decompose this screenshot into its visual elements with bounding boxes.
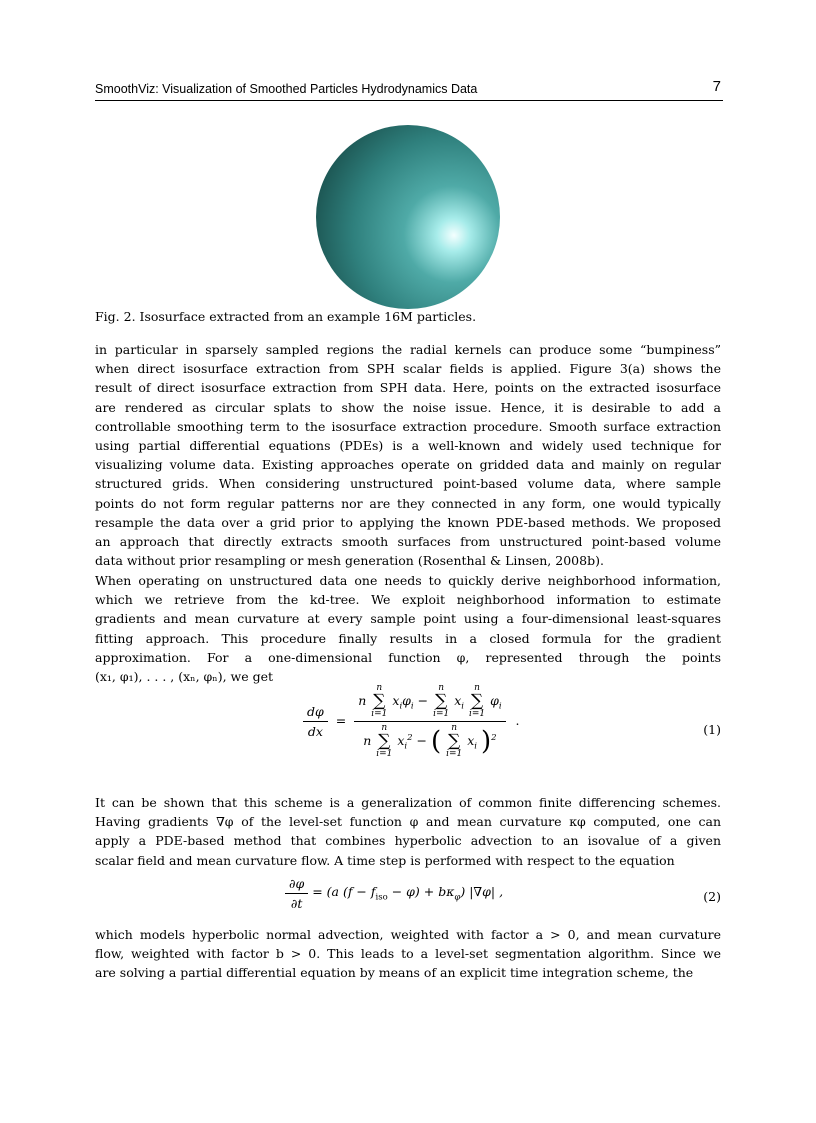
text-line: visualizing volume data. Existing approaches operate on gridded data and mainly on regular: [95, 457, 721, 473]
text-line: When operating on unstructured data one needs to quickly derive neighborhood information,: [95, 573, 721, 588]
eq1-lhs-numerator: dφ: [303, 704, 328, 722]
eq1-lhs-denominator: dx: [307, 724, 323, 739]
text-line: resample the data over a grid prior to applying the known PDE-based methods. We proposed: [95, 514, 721, 530]
running-header: [95, 78, 723, 101]
eq2-rhs-sub: iso: [375, 892, 388, 903]
text-line: (x₁, φ₁), . . . , (xₙ, φₙ), we get: [95, 669, 274, 685]
text-line: an approach that directly extracts smooth surfaces from unstructured point-based volume: [95, 534, 721, 550]
text-line: data without prior resampling or mesh generation (Rosenthal & Linsen, 2008b).: [95, 553, 604, 569]
paragraph-1: [95, 340, 721, 570]
equation-1-number: (1): [703, 722, 721, 737]
eq2-rhs-tail-sub: φ: [454, 892, 461, 903]
text-line: are solving a partial differential equation by means of an explicit time integration scheme, the: [95, 965, 694, 981]
eq2-rhs-end: ) |∇φ| ,: [460, 884, 504, 900]
equation-1: $\frac{d\varphi}{dx}$ = n n ∑ i=1 $x_i\varphi_i$ − n ∑ i=1 $x_i$ n ∑ i=1 $\varphi_i$ n n ∑ i=1 $x_i^2$ − ( n ∑ i=1 $x_i$ )$^2$ .: [303, 684, 520, 759]
text-line: flow, weighted with factor b > 0. This leads to a level-set segmentation algorithm. Since we: [95, 946, 721, 962]
eq2-lhs-denominator: ∂t: [290, 896, 303, 911]
text-line: scalar field and mean curvature flow. A time step is performed with respect to the equation: [95, 852, 675, 868]
text-line: which we retrieve from the kd-tree. We exploit neighborhood information to estimate: [95, 592, 721, 608]
equation-2-number: (2): [703, 889, 721, 904]
text-line: It can be shown that this scheme is a generalization of common finite differencing schemes.: [95, 795, 721, 810]
eq2-rhs: = (a (f − f: [312, 884, 376, 900]
isosurface-sphere-figure: [315, 124, 501, 310]
text-line: which models hyperbolic normal advection, weighted with factor a > 0, and mean curvature: [95, 927, 721, 942]
text-line: using partial differential equations (PDEs) is a well-known and widely used technique for: [95, 438, 721, 454]
figure-caption: Fig. 2. Isosurface extracted from an example 16M particles.: [95, 309, 477, 324]
paragraph-3: [95, 793, 721, 870]
running-title: SmoothViz: Visualization of Smoothed Particles Hydrodynamics Data: [95, 82, 478, 96]
text-line: points do not form regular patterns nor are they connected in any form, one would typically: [95, 495, 721, 511]
paragraph-2: [95, 571, 721, 686]
text-line: apply a PDE-based method that combines hyperbolic advection to an isovalue of a given: [95, 833, 721, 849]
eq2-lhs-numerator: ∂φ: [285, 876, 308, 894]
text-line: approximation. For a one-dimensional function φ, represented through the points: [95, 649, 721, 665]
paragraph-4: [95, 925, 721, 983]
text-line: structured grids. When considering unstructured point-based volume data, where sample: [95, 476, 721, 492]
equation-2: [285, 876, 503, 911]
text-line: in particular in sparsely sampled regions the radial kernels can produce some “bumpiness”: [95, 342, 721, 357]
text-line: when direct isosurface extraction from SPH scalar fields is applied. Figure 3(a) shows the: [95, 361, 721, 377]
text-line: controllable smoothing term to the isosurface extraction procedure. Smooth surface extraction: [95, 418, 721, 434]
text-line: gradients and mean curvature at every sample point using a four-dimensional least-squares: [95, 611, 721, 627]
text-line: fitting approach. This procedure finally results in a closed formula for the gradient: [95, 630, 721, 646]
page-number: 7: [712, 78, 721, 95]
sphere-shape: [316, 125, 500, 309]
text-line: result of direct isosurface extraction from SPH data. Here, points on the extracted isosurface: [95, 380, 721, 396]
eq2-rhs-tail: − φ) + bκ: [387, 884, 455, 900]
text-line: Having gradients ∇φ of the level-set function φ and mean curvature κφ computed, one can: [95, 814, 721, 830]
text-line: are rendered as circular splats to show the noise issue. Hence, it is desirable to add a: [95, 399, 721, 415]
